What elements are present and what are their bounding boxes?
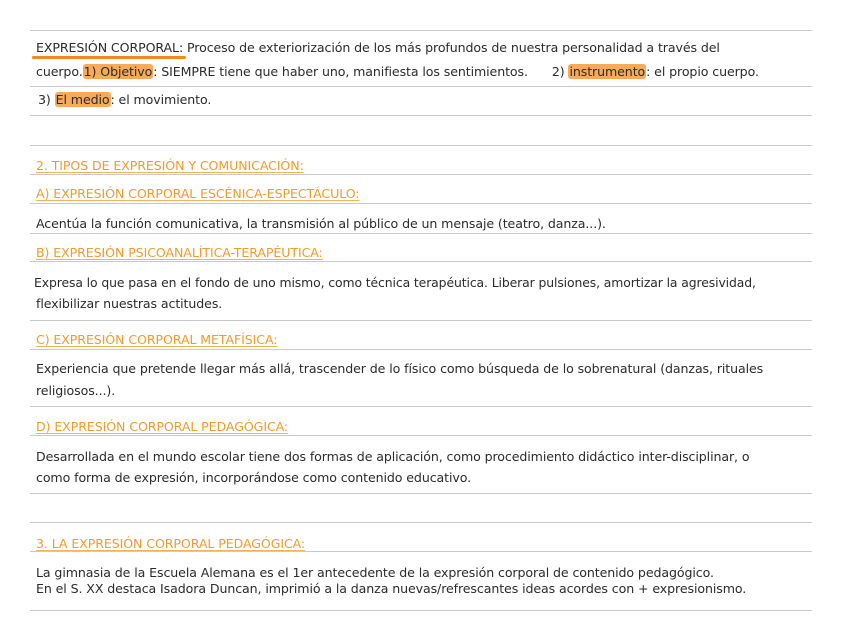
- medio-highlight: El medio: [55, 92, 110, 107]
- type-d-text-1: Desarrollada en el mundo escolar tiene dos formas de aplicación, como procedimiento didáctico inter-disciplinar, o: [36, 449, 750, 464]
- section3-text-2: En el S. XX destaca Isadora Duncan, imprimió a la danza nuevas/refrescantes ideas acordes con + expresionismo.: [36, 581, 747, 596]
- section1-definition: Proceso de exteriorización de los más profundos de nuestra personalidad a través del: [183, 40, 720, 55]
- intro-line-3: [38, 92, 211, 108]
- intro-line-1: [36, 40, 720, 56]
- objetivo-text: : SIEMPRE tiene que haber uno, manifiesta los sentimientos.: [153, 64, 528, 79]
- ruled-line: [30, 406, 812, 407]
- medio-text: : el movimiento.: [110, 92, 212, 107]
- ruled-line: [30, 493, 812, 494]
- ruled-line: [30, 435, 812, 436]
- ruled-line: [30, 349, 812, 350]
- objetivo-highlight: 1) Objetivo: [83, 64, 153, 79]
- ruled-line: [30, 86, 812, 87]
- section1-title: EXPRESIÓN CORPORAL:: [36, 40, 184, 55]
- type-b-heading: B) EXPRESIÓN PSICOANALÍTICA-TERAPÉUTICA:: [36, 245, 323, 260]
- type-b-text-1: Expresa lo que pasa en el fondo de uno mismo, como técnica terapéutica. Liberar pulsiones, amortizar la agresividad,: [34, 275, 756, 290]
- type-c-heading: C) EXPRESIÓN CORPORAL METAFÍSICA:: [36, 332, 278, 347]
- ruled-line: [30, 145, 812, 146]
- section3-title: 3. LA EXPRESIÓN CORPORAL PEDAGÓGICA:: [36, 536, 306, 551]
- ruled-line: [30, 233, 812, 234]
- type-d-heading: D) EXPRESIÓN CORPORAL PEDAGÓGICA:: [36, 419, 289, 434]
- ruled-line: [30, 320, 812, 321]
- instrumento-number: 2): [551, 64, 569, 79]
- section2-title: 2. TIPOS DE EXPRESIÓN Y COMUNICACIÓN:: [36, 158, 304, 173]
- type-d-text-2: como forma de expresión, incorporándose como contenido educativo.: [36, 470, 472, 485]
- ruled-line: [30, 115, 812, 116]
- type-c-text-1: Experiencia que pretende llegar más allá, trascender de lo físico como búsqueda de lo sobrenatural (danzas, rituales: [36, 361, 764, 376]
- line2-prefix: cuerpo.: [36, 64, 83, 79]
- ruled-line: [30, 261, 812, 262]
- ruled-line: [30, 30, 812, 31]
- ruled-line: [30, 203, 812, 204]
- medio-number: 3): [38, 92, 55, 107]
- intro-line-2: [36, 64, 759, 80]
- type-b-text-2: flexibilizar nuestras actitudes.: [36, 296, 223, 311]
- instrumento-highlight: instrumento: [569, 64, 646, 79]
- type-a-text-1: Acentúa la función comunicativa, la transmisión al público de un mensaje (teatro, danza...).: [36, 216, 606, 231]
- instrumento-text: : el propio cuerpo.: [646, 64, 759, 79]
- section3-text-1: La gimnasia de la Escuela Alemana es el 1er antecedente de la expresión corporal de contenido pedagógico.: [36, 565, 714, 580]
- type-c-text-2: religiosos...).: [36, 383, 116, 398]
- ruled-line: [30, 522, 812, 523]
- type-a-heading: A) EXPRESIÓN CORPORAL ESCÉNICA-ESPECTÁCULO:: [36, 186, 360, 201]
- ruled-line: [30, 174, 812, 175]
- ruled-line: [30, 610, 812, 611]
